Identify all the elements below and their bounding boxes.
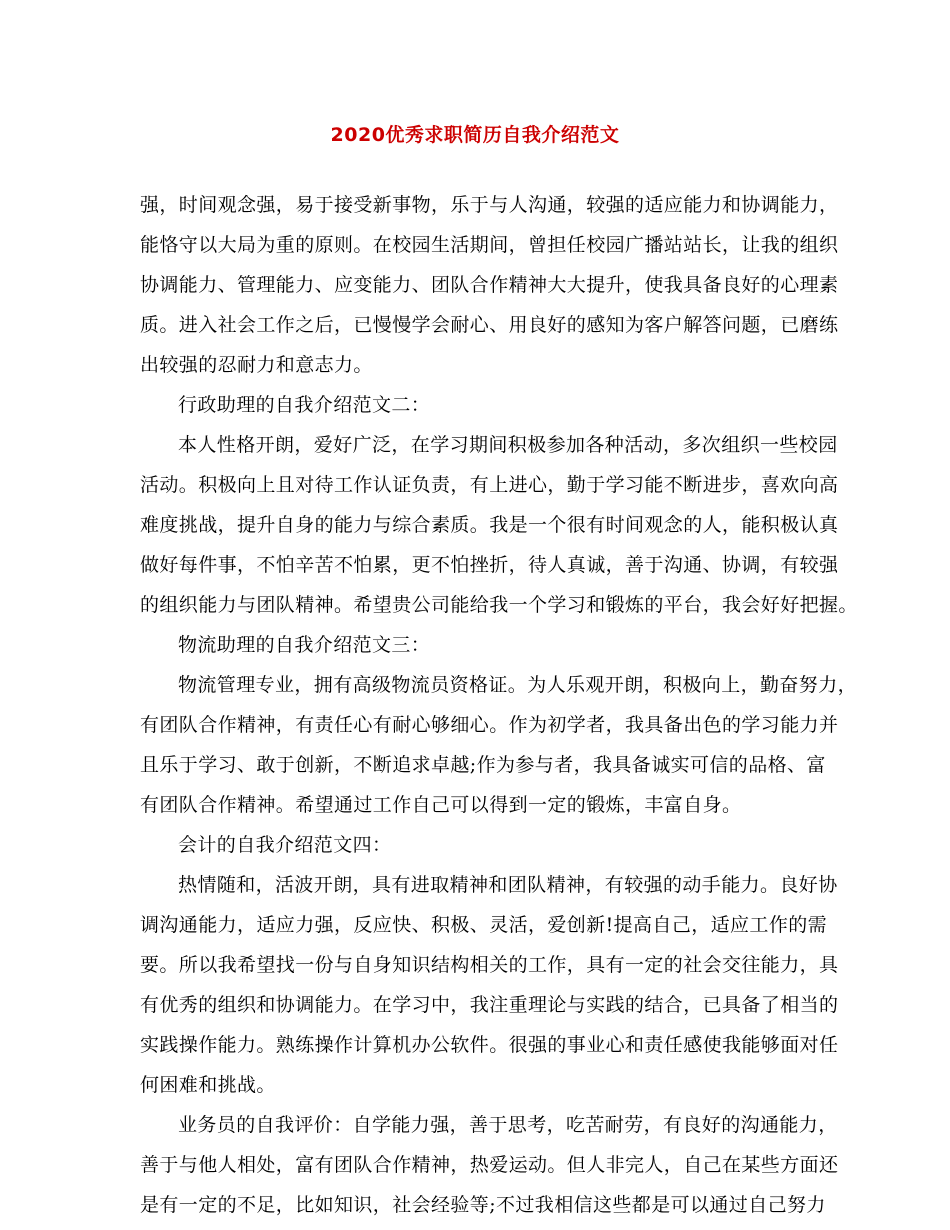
body-line: 有团队合作精神，有责任心有耐心够细心。作为初学者，我具备出色的学习能力并 [140,714,839,736]
body-line: 善于与他人相处，富有团队合作精神，热爱运动。但人非完人，自己在某些方面还 [140,1154,839,1176]
body-line: 会计的自我介绍范文四： [178,834,392,856]
body-line: 的组织能力与团队精神。希望贵公司能给我一个学习和锻炼的平台，我会好好把握。 [140,594,858,616]
body-line: 要。所以我希望找一份与自身知识结构相关的工作，具有一定的社会交往能力，具 [140,954,839,976]
body-line: 实践操作能力。熟练操作计算机办公软件。很强的事业心和责任感使我能够面对任 [140,1034,839,1056]
body-line: 热情随和，活波开朗，具有进取精神和团队精神，有较强的动手能力。良好协 [178,874,838,896]
body-line: 有优秀的组织和协调能力。在学习中，我注重理论与实践的结合，已具备了相当的 [140,994,839,1016]
body-line: 有团队合作精神。希望通过工作自己可以得到一定的锻炼，丰富自身。 [140,794,742,816]
body-line: 行政助理的自我介绍范文二： [178,394,431,416]
body-line: 难度挑战，提升自身的能力与综合素质。我是一个很有时间观念的人，能积极认真 [140,514,839,536]
body-line: 物流管理专业，拥有高级物流员资格证。为人乐观开朗，积极向上，勤奋努力， [178,674,858,696]
body-line: 是有一定的不足，比如知识，社会经验等;不过我相信这些都是可以通过自己努力 [140,1194,826,1216]
body-line: 质。进入社会工作之后，已慢慢学会耐心、用良好的感知为客户解答问题，已磨练 [140,314,839,336]
body-line: 业务员的自我评价：自学能力强，善于思考，吃苦耐劳，有良好的沟通能力， [178,1114,838,1136]
body-line: 强，时间观念强，易于接受新事物，乐于与人沟通，较强的适应能力和协调能力， [140,194,839,216]
body-line: 何困难和挑战。 [140,1074,276,1096]
body-line: 做好每件事，不怕辛苦不怕累，更不怕挫折，待人真诚，善于沟通、协调，有较强 [140,554,839,576]
body-line: 调沟通能力，适应力强，反应快、积极、灵活，爱创新!提高自己，适应工作的需 [140,914,828,936]
body-line: 出较强的忍耐力和意志力。 [140,354,373,376]
body-line: 协调能力、管理能力、应变能力、团队合作精神大大提升，使我具备良好的心理素 [140,274,839,296]
body-line: 本人性格开朗，爱好广泛，在学习期间积极参加各种活动，多次组织一些校园 [178,434,838,456]
body-line: 能恪守以大局为重的原则。在校园生活期间，曾担任校园广播站站长，让我的组织 [140,234,839,256]
body-line: 物流助理的自我介绍范文三： [178,634,431,656]
body-line: 且乐于学习、敢于创新，不断追求卓越;作为参与者，我具备诚实可信的品格、富 [140,754,826,776]
document-title: 2020优秀求职简历自我介绍范文 [330,124,620,146]
document-body [140,185,858,1225]
body-line: 活动。积极向上且对待工作认证负责，有上进心，勤于学习能不断进步，喜欢向高 [140,474,839,496]
